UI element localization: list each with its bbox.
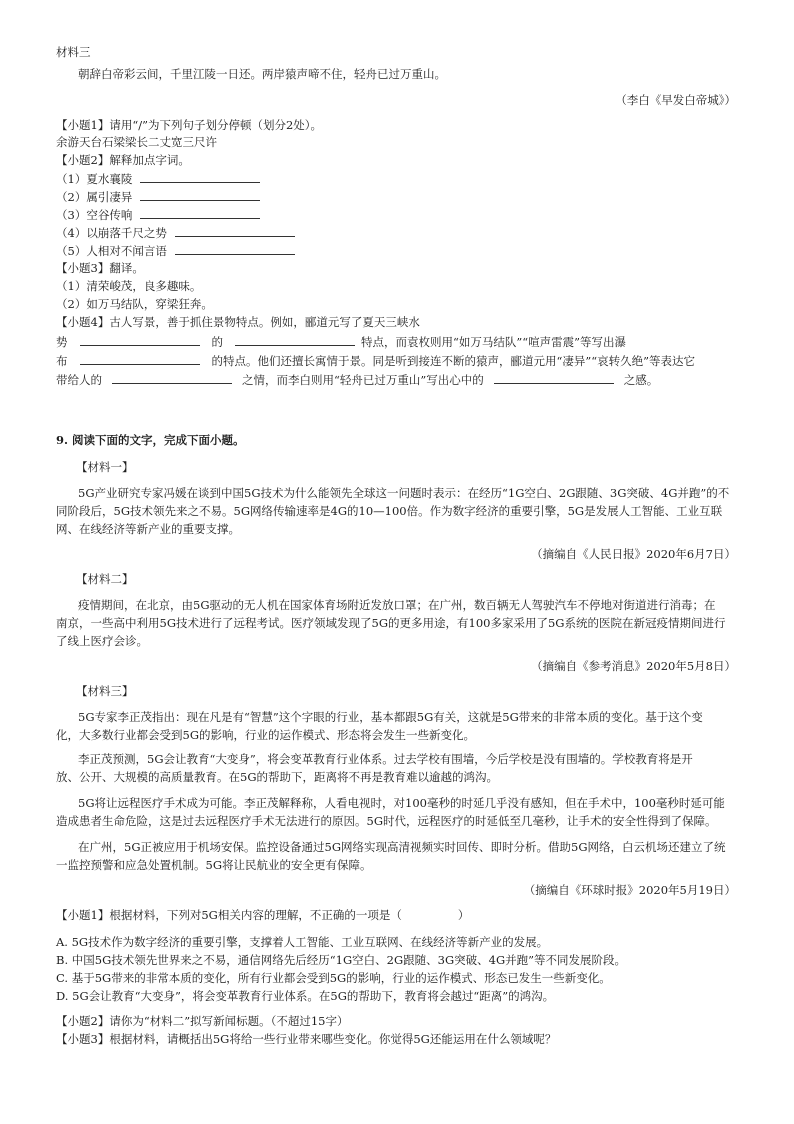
material-3-title: 【材料三】 <box>76 684 134 698</box>
material-1-text: 网、在线经济等新产业的重要支撑。 <box>56 522 240 536</box>
option-c: C. 基于5G带来的非常本质的变化，所有行业都会受到5G的影响，行业的运作模式、形态已发生一些新变化。 <box>56 971 611 985</box>
material-1-title: 【材料一】 <box>76 460 134 474</box>
subquestion-3: 【小题3】根据材料，请概括出5G将给一些行业带来哪些变化。你觉得5G还能运用在什么领域呢？ <box>56 1032 557 1046</box>
material-3-text: 李正茂预测，5G会让教育“大变身”，将会变革教育行业体系。过去学校有围墙，今后学校是没有围墙的。学校教育将是开 <box>78 752 693 766</box>
q3-item: （2）如万马结队，穿梁狂奔。 <box>56 297 213 311</box>
material-3-source: （摘编自《环球时报》2020年5月19日） <box>523 883 736 897</box>
subquestion-1: 【小题1】根据材料，下列对5G相关内容的理解，不正确的一项是（ ） <box>56 908 470 922</box>
material-3-text: 一监控预警和应急处置机制。5G将让民航业的安全更有保障。 <box>56 858 372 872</box>
material-3-text: 化，大多数行业都会受到5G的影响，行业的运作模式、形态将会发生一些新变化。 <box>56 728 475 742</box>
material-2-text: 疫情期间，在北京，由5G驱动的无人机在国家体育场附近发放口罩；在广州，数百辆无人驾驶汽车不停地对街道进行消毒；在 <box>78 598 716 612</box>
option-d: D. 5G会让教育“大变身”，将会变革教育行业体系。在5G的帮助下，教育将会越过“距离”的鸿沟。 <box>56 989 555 1003</box>
q3-item: （1）清荣峻茂，良多趣味。 <box>56 279 202 293</box>
option-b: B. 中国5G技术领先世界来之不易，通信网络先后经历“1G空白、2G跟随、3G突破、4G并跑”等不同发展阶段。 <box>56 953 627 967</box>
material-1-text: 同阶段后，5G技术领先来之不易。5G网络传输速率是4G的10—100倍。作为数字经济的重要引擎，5G是发展人工智能、工业互联 <box>56 504 723 518</box>
q1-text: 【小题1】请用“/”为下列句子划分停顿（划分2处）。 <box>56 118 323 132</box>
material-heading: 材料三 <box>56 45 91 59</box>
material-3-text: 放、公开、大规模的高质量教育。在5G的帮助下，距离将不再是教育难以逾越的鸿沟。 <box>56 770 498 784</box>
q4-line: 带给人的 之情，而李白则用“轻舟已过万重山”写出心中的 之感。 <box>56 373 659 387</box>
material-2-source: （摘编自《参考消息》2020年5月8日） <box>531 659 736 673</box>
answer-blank[interactable] <box>175 224 295 237</box>
q4-line: 【小题4】古人写景，善于抓住景物特点。例如，郦道元写了夏天三峡水 <box>56 315 420 329</box>
material-3-text: 在广州，5G正被应用于机场安保。监控设备通过5G网络实现高清视频实时回传、即时分析。借助5G网络，白云机场还建立了统 <box>78 840 726 854</box>
material-3-text: 造成患者生命危险，这是过去远程医疗手术无法进行的原因。5G时代，远程医疗的时延低至几毫秒，让手术的安全性得到了保障。 <box>56 814 717 828</box>
material-3-text: 5G将让远程医疗手术成为可能。李正茂解释称，人看电视时，对100毫秒的时延几乎没有感知，但在手术中，100毫秒时延可能 <box>78 796 725 810</box>
material-2-text: 南京，一些高中利用5G技术进行了远程考试。医疗领域发现了5G的更多用途，有100多家采用了5G系统的医院在新冠疫情期间进行 <box>56 616 726 630</box>
q2-text: 【小题2】解释加点字词。 <box>56 153 190 167</box>
answer-blank[interactable] <box>80 333 200 346</box>
q2-item: （4）以崩落千尺之势 <box>56 224 295 241</box>
q2-item: （2）属引凄异 <box>56 188 260 205</box>
answer-blank[interactable] <box>140 170 260 183</box>
q2-item: （1）夏水襄陵 <box>56 170 260 187</box>
answer-blank[interactable] <box>140 188 260 201</box>
subquestion-2: 【小题2】请你为“材料二”拟写新闻标题。（不超过15字） <box>56 1014 349 1028</box>
material-2-title: 【材料二】 <box>76 572 134 586</box>
question-9-heading: 9. 阅读下面的文字，完成下面小题。 <box>56 433 245 447</box>
answer-blank[interactable] <box>494 371 614 384</box>
answer-blank[interactable] <box>80 352 200 365</box>
answer-blank[interactable] <box>235 333 355 346</box>
q1-sentence: 余游天台石梁梁长二丈宽三尺许 <box>56 135 217 149</box>
q2-item: （3）空谷传响 <box>56 206 260 223</box>
answer-blank[interactable] <box>112 371 232 384</box>
material-1-source: （摘编自《人民日报》2020年6月7日） <box>531 547 736 561</box>
q3-text: 【小题3】翻译。 <box>56 261 144 275</box>
material-3-text: 5G专家李正茂指出：现在凡是有“智慧”这个字眼的行业，基本都跟5G有关，这就是5G带来的非常本质的变化。基于这个变 <box>78 710 703 724</box>
answer-blank[interactable] <box>175 242 295 255</box>
material-1-text: 5G产业研究专家冯媛在谈到中国5G技术为什么能领先全球这一问题时表示：在经历“1G空白、2G跟随、3G突破、4G并跑”的不 <box>78 486 730 500</box>
option-a: A. 5G技术作为数字经济的重要引擎，支撑着人工智能、工业互联网、在线经济等新产业的发展。 <box>56 935 549 949</box>
q2-item: （5）人相对不闻言语 <box>56 242 295 259</box>
q4-line: 布 的特点。他们还擅长寓情于景。同是听到接连不断的猿声，郦道元用“凄异”“哀转久绝”等表达它 <box>56 354 696 368</box>
material-2-text: 了线上医疗会诊。 <box>56 634 148 648</box>
answer-blank[interactable] <box>140 206 260 219</box>
poem-line: 朝辞白帝彩云间，千里江陵一日还。两岸猿声啼不住，轻舟已过万重山。 <box>78 67 446 81</box>
poem-source: （李白《早发白帝城》） <box>615 93 736 107</box>
q4-line: 势 的 特点，而袁枚则用“如万马结队”“喧声雷震”等写出瀑 <box>56 335 627 349</box>
